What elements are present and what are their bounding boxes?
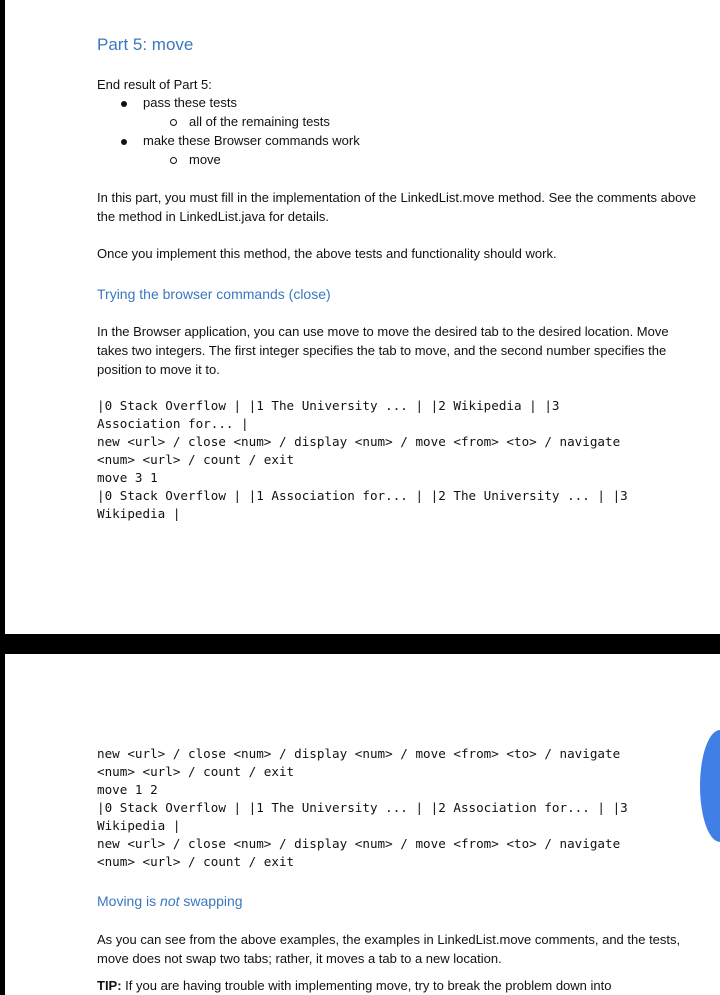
sub-bullet-icon xyxy=(170,119,177,126)
paragraph: In the Browser application, you can use move to move the desired tab to the desired location. Move takes two integers. The first integer specifies the tab to move, and the second number specifies the position to move it to. xyxy=(97,324,669,377)
heading-emphasis: not xyxy=(160,893,180,909)
paragraph: In this part, you must fill in the implementation of the LinkedList.move method. See the comments above the method in LinkedList.java for details. xyxy=(97,190,697,224)
page-break xyxy=(0,634,720,654)
heading-text: Moving is xyxy=(97,893,161,909)
section-heading xyxy=(97,893,243,909)
left-edge xyxy=(0,0,5,995)
sub-bullet-icon xyxy=(170,157,177,164)
bullet-item: pass these tests xyxy=(143,95,237,110)
tip-paragraph xyxy=(97,978,611,993)
bullet-icon xyxy=(121,101,127,107)
code-block: |0 Stack Overflow | |1 The University ... | |2 Wikipedia | |3 Association for... | new <url> / close <num> / display <num> / move <from> <to> / navigate <num> <url> / count / exit move 3 1 |0 Stack Overflow | |1 Association for... | |2 The University ... | |3 Wikipedia | xyxy=(97,398,628,521)
code-block: new <url> / close <num> / display <num> / move <from> <to> / navigate <num> <url> / count / exit move 1 2 |0 Stack Overflow | |1 The University ... | |2 Association for... | |3 Wikipedia | new <url> / close <num> / display <num> / move <from> <to> / navigate <num> <url> / count / exit xyxy=(97,746,628,869)
tip-label: TIP: xyxy=(97,978,122,993)
bullet-item: make these Browser commands work xyxy=(143,133,360,148)
heading-text: swapping xyxy=(179,893,243,909)
page-title: Part 5: move xyxy=(97,35,194,54)
tip-text: If you are having trouble with implementing move, try to break the problem down into xyxy=(121,978,612,993)
paragraph: Once you implement this method, the above tests and functionality should work. xyxy=(97,246,557,261)
paragraph: As you can see from the above examples, the examples in LinkedList.move comments, and the tests, move does not swap two tabs; rather, it moves a tab to a new location. xyxy=(97,932,681,966)
sub-bullet-item: move xyxy=(189,152,221,167)
sub-bullet-item: all of the remaining tests xyxy=(189,114,330,129)
scrollbar-handle[interactable] xyxy=(700,730,720,842)
bullet-icon xyxy=(121,139,127,145)
section-heading: Trying the browser commands (close) xyxy=(97,286,331,302)
end-result-label: End result of Part 5: xyxy=(97,77,212,92)
